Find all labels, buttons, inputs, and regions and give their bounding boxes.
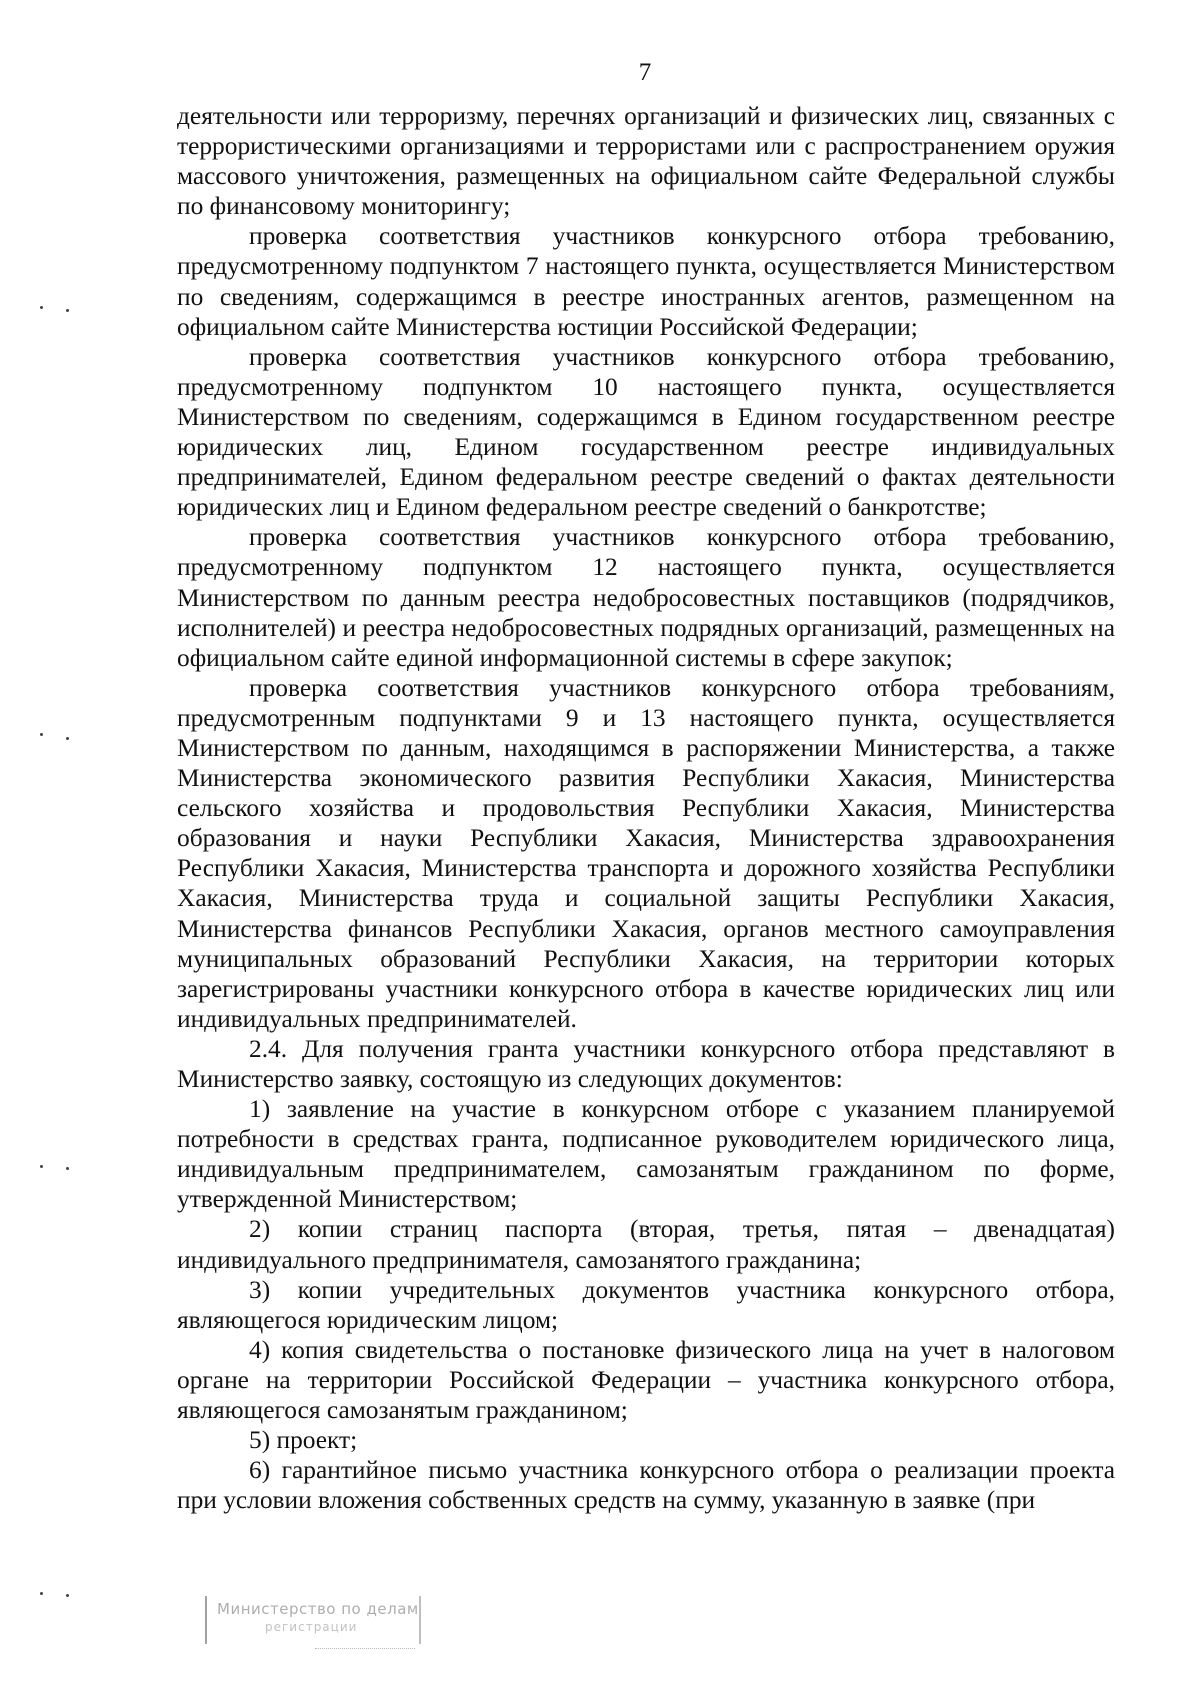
scan-dot bbox=[40, 1165, 43, 1168]
scan-dot bbox=[40, 306, 43, 309]
scan-dot bbox=[66, 309, 69, 312]
list-item-1: 1) заявление на участие в конкурсном отборе с указанием планируемой потребности в средствах гранта, подписанное руководителем юридического лица, индивидуальным предпринимателем, самозанятым гражданином по форме, утвержденной Министерством; bbox=[177, 1095, 1115, 1214]
scan-dot bbox=[66, 737, 69, 740]
page-number: 7 bbox=[638, 59, 652, 86]
paragraph-continuation: деятельности или терроризму, перечнях организаций и физических лиц, связанных с террористическими организациями и террористами или с распространением оружия массового уничтожения, размещенных на официальном сайте Федеральной службы по финансовому мониторингу; bbox=[177, 102, 1115, 221]
document-body bbox=[177, 101, 1115, 1515]
scan-dot bbox=[40, 733, 43, 736]
list-item-4: 4) копия свидетельства о постановке физического лица на учет в налоговом органе на территории Российской Федерации – участника конкурсного отбора, являющегося самозанятым гражданином; bbox=[177, 1335, 1115, 1425]
list-item-6: 6) гарантийное письмо участника конкурсного отбора о реализации проекта при условии вложения собственных средств на сумму, указанную в заявке (при bbox=[177, 1456, 1115, 1515]
stamp-underline bbox=[315, 1648, 415, 1650]
list-item-2: 2) копии страниц паспорта (вторая, третья, пятая – двенадцатая) индивидуального предпринимателя, самозанятого гражданина; bbox=[177, 1215, 1115, 1274]
stamp-text-line2: регистрации bbox=[265, 1620, 358, 1634]
registration-stamp bbox=[205, 1596, 420, 1652]
paragraph-2-4-heading: 2.4. Для получения гранта участники конкурсного отбора представляют в Министерство заявку, состоящую из следующих документов: bbox=[177, 1034, 1115, 1093]
paragraph-registry-check: проверка соответствия участников конкурсного отбора требованию, предусмотренному подпунктом 10 настоящего пункта, осуществляется Министерством по сведениям, содержащимся в Едином государственном реестре юридических лиц, Едином государственном реестре индивидуальных предпринимателей, Едином федеральном реестре сведений о фактах деятельности юридических лиц и Едином федеральном реестре сведений о банкротстве; bbox=[177, 342, 1115, 522]
paragraph-suppliers-check: проверка соответствия участников конкурсного отбора требованию, предусмотренному подпунктом 12 настоящего пункта, осуществляется Министерством по данным реестра недобросовестных поставщиков (подрядчиков, исполнителей) и реестра недобросовестных подрядных организаций, размещенных на официальном сайте единой информационной системы в сфере закупок; bbox=[177, 523, 1115, 672]
list-item-3: 3) копии учредительных документов участника конкурсного отбора, являющегося юридическим лицом; bbox=[177, 1275, 1115, 1334]
scan-dot bbox=[66, 1594, 69, 1597]
scan-dot bbox=[40, 1592, 43, 1595]
scan-dot bbox=[66, 1167, 69, 1170]
stamp-text-line1: Министерство по делам bbox=[217, 1600, 419, 1618]
paragraph-ministries-check: проверка соответствия участников конкурсного отбора требованиям, предусмотренным подпунктами 9 и 13 настоящего пункта, осуществляется Министерством по данным, находящимся в распоряжении Министерства, а также Министерства экономического развития Республики Хакасия, Министерства сельского хозяйства и продовольствия Республики Хакасия, Министерства образования и науки Республики Хакасия, Министерства здравоохранения Республики Хакасия, Министерства транспорта и дорожного хозяйства Республики Хакасия, Министерства труда и социальной защиты Республики Хакасия, Министерства финансов Республики Хакасия, органов местного самоуправления муниципальных образований Республики Хакасия, на территории которых зарегистрированы участники конкурсного отбора в качестве юридических лиц или индивидуальных предпринимателей. bbox=[177, 673, 1115, 1033]
list-item-5: 5) проект; bbox=[249, 1426, 358, 1455]
paragraph-foreign-agents-check: проверка соответствия участников конкурсного отбора требованию, предусмотренному подпунктом 7 настоящего пункта, осуществляется Министерством по сведениям, содержащимся в реестре иностранных агентов, размещенном на официальном сайте Министерства юстиции Российской Федерации; bbox=[177, 222, 1115, 341]
